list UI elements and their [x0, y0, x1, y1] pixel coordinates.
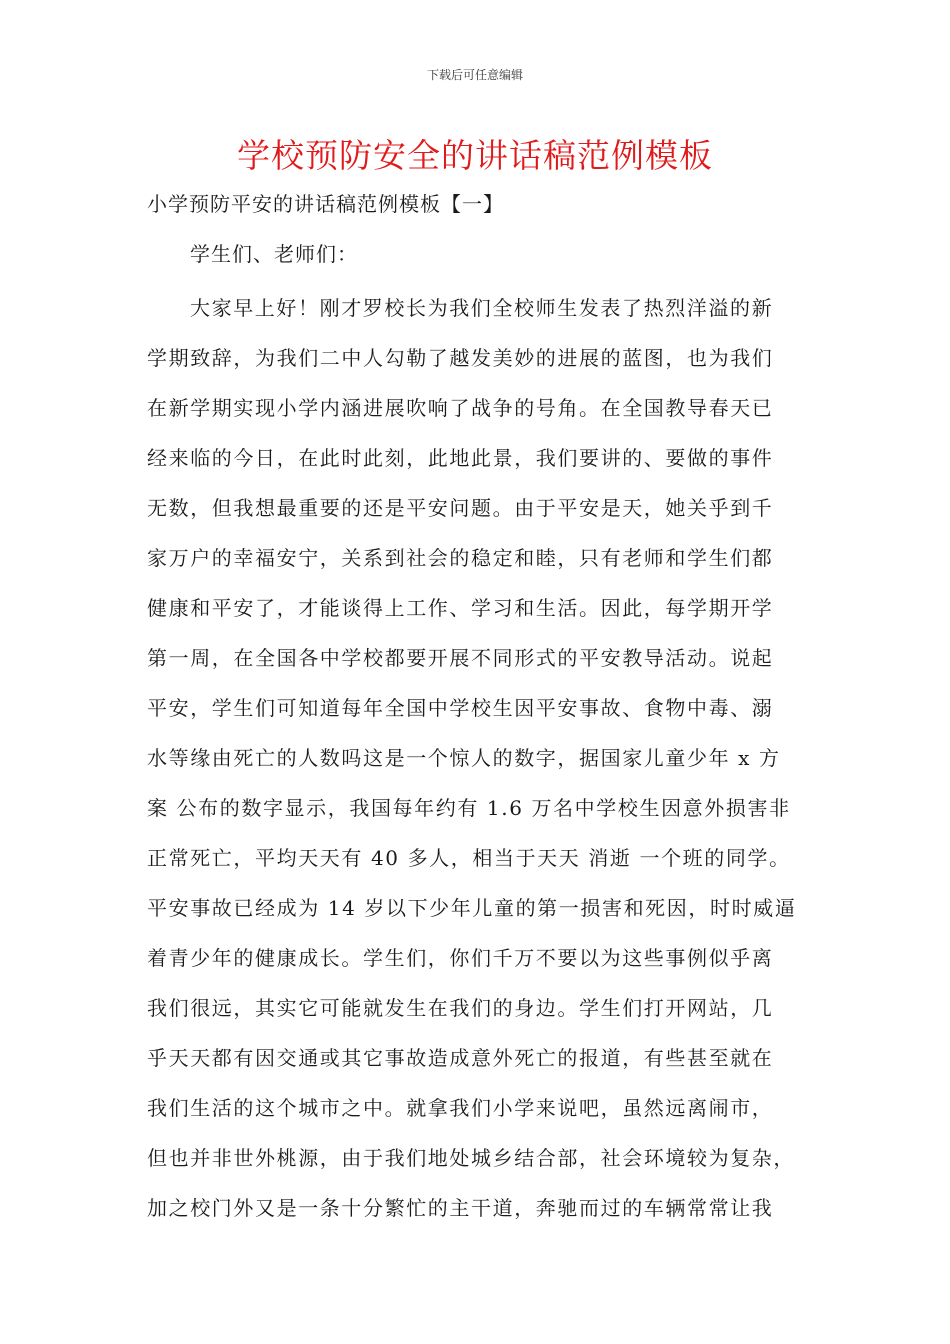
body-line: 但也并非世外桃源，由于我们地处城乡结合部，社会环境较为复杂，: [147, 1146, 795, 1170]
body-line: 我们生活的这个城市之中。就拿我们小学来说吧，虽然远离闹市，: [147, 1096, 774, 1120]
section-subtitle: 小学预防平安的讲话稿范例模板【一】: [147, 192, 504, 216]
body-line: 家万户的幸福安宁，关系到社会的稳定和睦，只有老师和学生们都: [147, 546, 774, 570]
body-line: 平安事故已经成为 14 岁以下少年儿童的第一损害和死因，时时威逼: [147, 896, 797, 920]
body-line: 正常死亡，平均天天有 40 多人，相当于天天 消逝 一个班的同学。: [147, 846, 791, 870]
body-line: 案 公布的数字显示，我国每年约有 1.6 万名中学校生因意外损害非: [147, 796, 791, 820]
salutation: 学生们、老师们：: [190, 242, 358, 266]
body-line: 在新学期实现小学内涵进展吹响了战争的号角。在全国教导春天已: [147, 396, 774, 420]
body-line: 第一周，在全国各中学校都要开展不同形式的平安教导活动。说起: [147, 646, 774, 670]
document-title: 学校预防安全的讲话稿范例模板: [237, 136, 713, 175]
body-line: 平安，学生们可知道每年全国中学校生因平安事故、食物中毒、溺: [147, 696, 774, 720]
body-line: 健康和平安了，才能谈得上工作、学习和生活。因此，每学期开学: [147, 596, 774, 620]
body-line: 无数，但我想最重要的还是平安问题。由于平安是天，她关乎到千: [147, 496, 774, 520]
body-line: 经来临的今日，在此时此刻，此地此景，我们要讲的、要做的事件: [147, 446, 774, 470]
body-line: 乎天天都有因交通或其它事故造成意外死亡的报道，有些甚至就在: [147, 1046, 774, 1070]
body-line: 加之校门外又是一条十分繁忙的主干道，奔驰而过的车辆常常让我: [147, 1196, 774, 1220]
header-note: 下载后可任意编辑: [426, 68, 523, 82]
body-line: 水等缘由死亡的人数吗这是一个惊人的数字，据国家儿童少年 x 方: [147, 746, 781, 770]
body-text: [147, 283, 827, 1233]
body-line: 大家早上好！刚才罗校长为我们全校师生发表了热烈洋溢的新: [190, 296, 774, 320]
body-line: 我们很远，其实它可能就发生在我们的身边。学生们打开网站，几: [147, 996, 774, 1020]
body-line: 着青少年的健康成长。学生们，你们千万不要以为这些事例似乎离: [147, 946, 774, 970]
body-line: 学期致辞，为我们二中人勾勒了越发美妙的进展的蓝图，也为我们: [147, 346, 774, 370]
